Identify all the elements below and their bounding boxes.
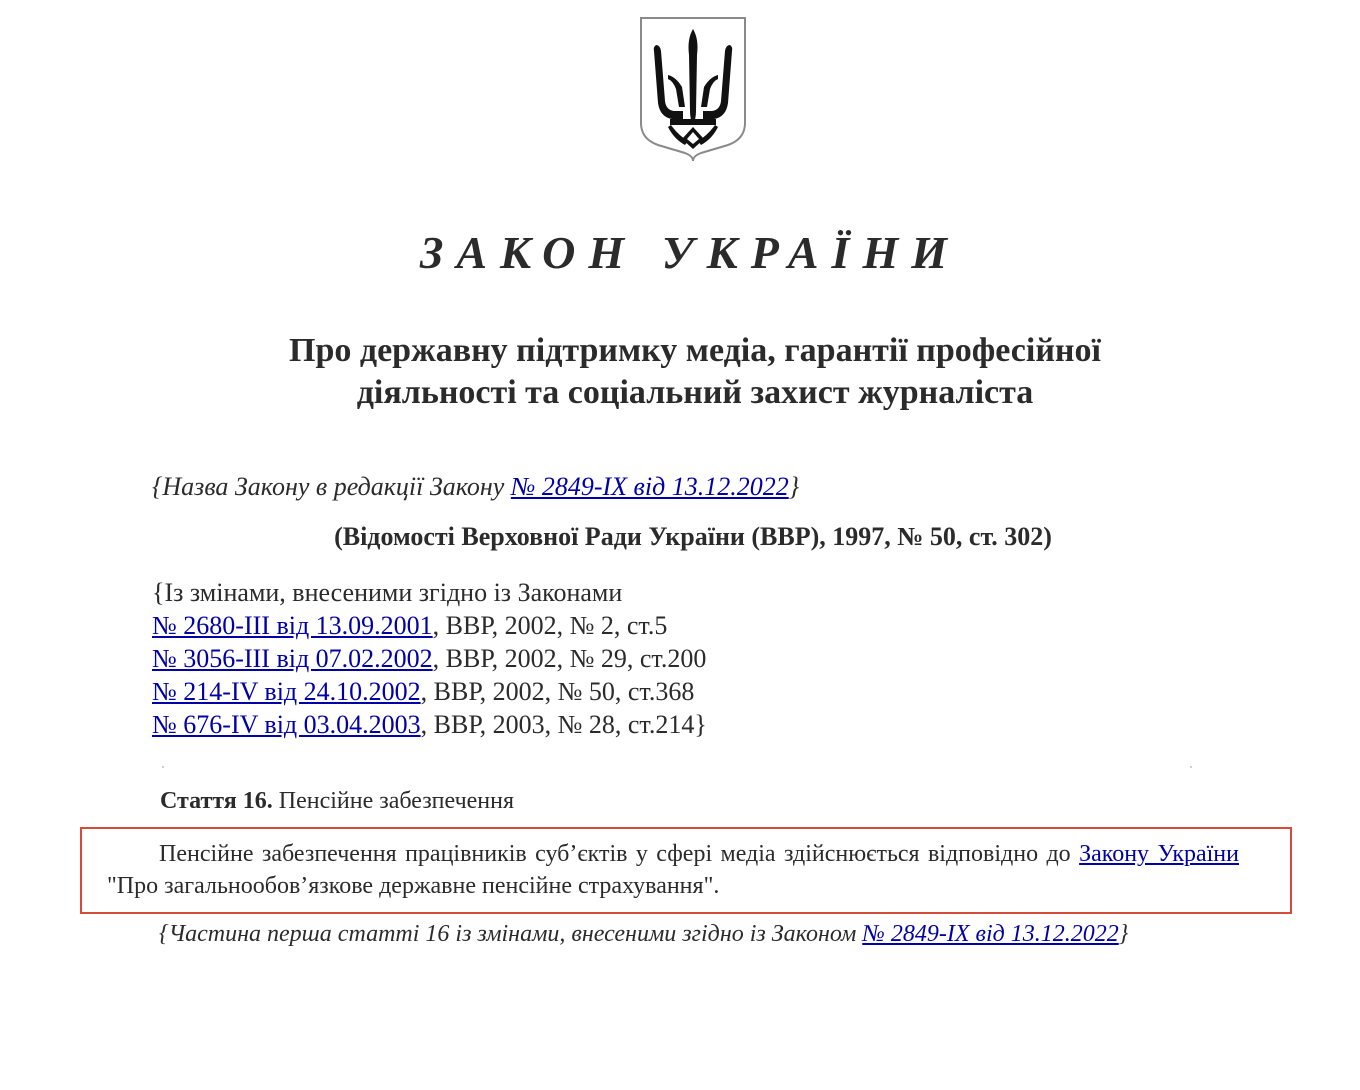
separator-dot	[162, 766, 164, 768]
part-note-suffix: }	[1118, 921, 1129, 947]
article-number: Стаття 16.	[160, 788, 273, 814]
part-amendment-note	[107, 918, 1239, 950]
amendment-link[interactable]: № 214-IV від 24.10.2002	[152, 677, 421, 706]
article-body	[107, 838, 1239, 902]
amendment-source: , ВВР, 2002, № 29, ст.200	[432, 644, 707, 673]
article-heading	[160, 788, 514, 815]
part-note-text: {Частина перша статті 16 із змінами, внесеними згідно із Законом	[159, 921, 863, 947]
gazette-reference: (Відомості Верховної Ради України (ВВР), 1997, № 50, ст. 302)	[334, 522, 1052, 551]
amendment-item	[152, 675, 707, 708]
amendment-link[interactable]: № 676-IV від 03.04.2003	[152, 710, 421, 739]
amendment-source: , ВВР, 2002, № 2, ст.5	[432, 611, 668, 640]
law-title-line-2: діяльності та соціальний захист журналіста	[356, 374, 1034, 411]
name-note-prefix: {Назва Закону в редакції Закону	[152, 472, 511, 501]
part-note-link[interactable]: № 2849-IX від 13.12.2022	[862, 921, 1119, 947]
amendment-source: , ВВР, 2003, № 28, ст.214}	[420, 710, 707, 739]
coat-of-arms-icon	[638, 15, 748, 165]
amendments-intro: {Із змінами, внесеними згідно із Законами	[152, 578, 623, 607]
amendment-item	[152, 708, 707, 741]
amendment-link[interactable]: № 2680-III від 13.09.2001	[152, 611, 433, 640]
amendments-list	[152, 576, 707, 741]
pension-law-link[interactable]: Закону України	[1079, 841, 1239, 867]
article-body-text: Пенсійне забезпечення працівників суб’єктів у сфері медіа здійснюється відповідно до	[159, 841, 1080, 867]
name-note-suffix: }	[788, 472, 800, 501]
name-revision-note	[152, 472, 799, 502]
law-title	[0, 330, 1360, 414]
separator-dot	[1190, 766, 1192, 768]
law-heading: ЗАКОН УКРАЇНИ	[419, 227, 961, 278]
article-name: Пенсійне забезпечення	[272, 788, 515, 814]
amendment-item	[152, 642, 707, 675]
amendment-source: , ВВР, 2002, № 50, ст.368	[420, 677, 695, 706]
amendment-link[interactable]: № 3056-III від 07.02.2002	[152, 644, 433, 673]
amendment-item	[152, 609, 707, 642]
law-title-line-1: Про державну підтримку медіа, гарантії професійної	[289, 332, 1101, 369]
article-body-suffix: "Про загальнообов’язкове державне пенсійне страхування".	[107, 873, 720, 899]
law-2849-link[interactable]: № 2849-IX від 13.12.2022	[510, 472, 789, 501]
